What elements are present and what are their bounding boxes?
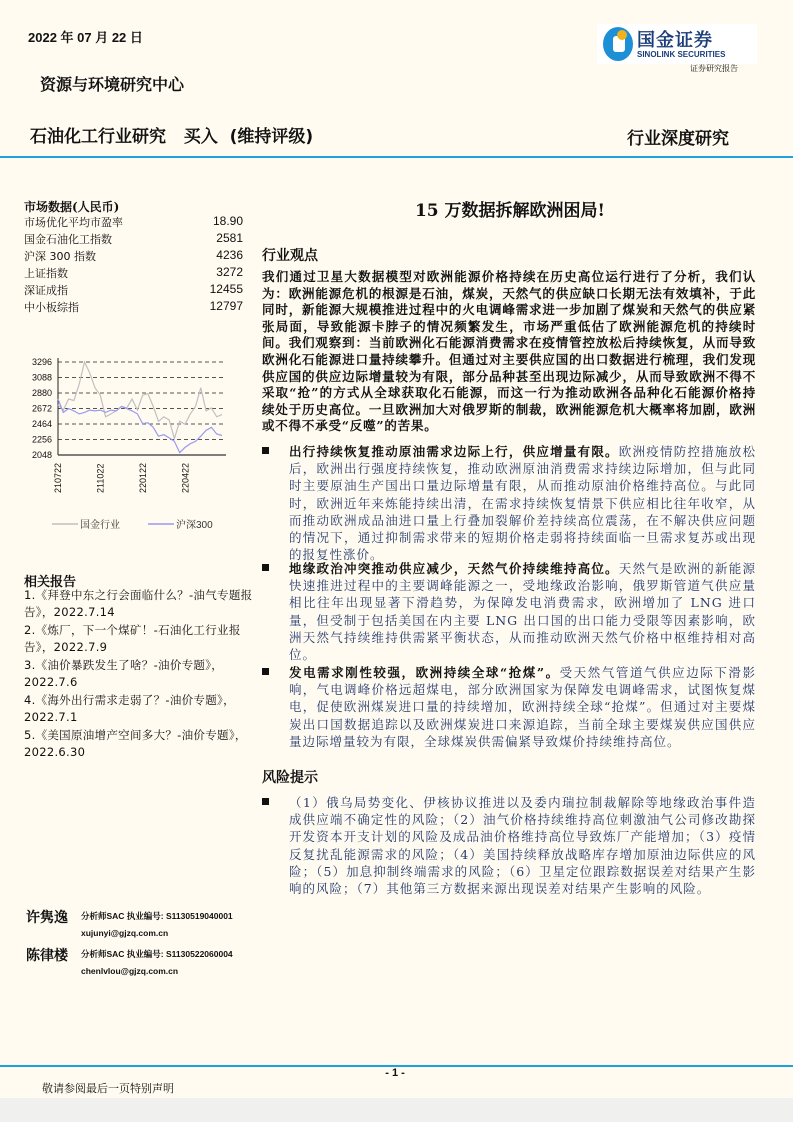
report-type: 行业深度研究	[627, 129, 729, 149]
analyst-name: 许隽逸	[26, 910, 68, 926]
market-value: 3272	[216, 265, 243, 279]
y-tick-label: 2464	[31, 419, 52, 429]
logo-cn: 国金证券	[637, 30, 713, 51]
header-divider	[0, 156, 793, 158]
series-line	[58, 362, 222, 439]
market-row	[24, 214, 243, 230]
y-tick-label: 2672	[31, 403, 52, 414]
bullet-bold: 发电需求刚性较强，欧洲持续全球“抢煤”。	[289, 665, 560, 680]
industry-rating: 石油化工行业研究 买入 (维持评级)	[30, 127, 314, 147]
x-tick-label: 220122	[138, 462, 148, 493]
y-tick-label: 3088	[31, 372, 52, 383]
market-label: 中小板综指	[24, 301, 79, 314]
disclaimer-note: 敬请参阅最后一页特别声明	[42, 1082, 174, 1095]
market-row	[24, 299, 243, 315]
bullet-bold: 地缘政治冲突推动供应减少，天然气价持续维持高位。	[289, 561, 619, 576]
market-value: 4236	[216, 248, 243, 262]
index-line-chart	[0, 340, 250, 540]
market-label: 市场优化平均市盈率	[24, 216, 123, 229]
risk-item	[262, 794, 756, 897]
summary-paragraph: 我们通过卫星大数据模型对欧洲能源价格持续在历史高位运行进行了分析，我们认为：欧洲能源危机的根源是石油，煤炭，天然气的供应缺口长期无法有效填补，于此同时，新能源大规模推进过程中的火电调峰需求进一步加剧了煤炭和天然气的供应紧张局面，导致能源卡脖子的情况频繁发生，市场严重低估了欧洲能源危机的持续时间。我们观察到：当前欧洲化石能源消费需求在疫情管控放松后持续恢复，从而导致欧洲化石能源进口量持续攀升。但通过对主要供应国的出口数据进行梳理，我们发现供应国的供应边际增量较为有限，部分品种甚至出现边际减少，从而导致欧洲不得不采取“抢”的方式从全球获取化石能源，而这一行为推动欧洲各品种化石能源价格持续处于历史高位。一旦欧洲加大对俄罗斯的制裁，欧洲能源危机大概率将加剧，欧洲或不得不承受“反噬”的苦果。	[262, 269, 756, 434]
bullet-bold: 出行持续恢复推动原油需求边际上行，供应增量有限。	[289, 444, 619, 459]
market-data-title: 市场数据(人民币)	[24, 200, 120, 214]
analyst-email[interactable]: chenlvlou@gjzq.com.cn	[81, 966, 179, 976]
analyst-name: 陈律楼	[26, 948, 68, 964]
related-report-link[interactable]: 1.《拜登中东之行会面临什么？-油气专题报告》，2022.7.14	[24, 588, 253, 619]
bullet-square-icon	[262, 798, 269, 805]
bullet-text: 受天然气管道气供应边际下滑影响，气电调峰价格远超煤电，部分欧洲国家为保障发电调峰需求，试图恢复煤电，促使欧洲煤炭进口量的持续增加，欧洲持续全球“抢煤”。但通过对主要煤炭出口国数据追踪以及欧洲煤炭进口来源追踪，当前全球主要煤炭供应国供应量边际增量较为有限，全球煤炭供需偏紧导致煤价持续维持高位。	[289, 665, 756, 749]
logo-dot-icon	[617, 30, 627, 40]
market-row	[24, 265, 243, 281]
bullet-square-icon	[262, 668, 269, 675]
risk-text: （1）俄乌局势变化、伊核协议推进以及委内瑞拉制裁解除等地缘政治事件造成供应端不确定性的风险；（2）油气价格持续维持高位刺激油气公司修改勘探开发资本开支计划的风险及成品油价格维持高位导致炼厂产能增加；（3）疫情反复扰乱能源需求的风险；（4）美国持续释放战略库存增加原油边际供应的风险；（5）加息抑制终端需求的风险；（6）卫星定位跟踪数据误差对结果产生影响的风险；（7）其他第三方数据来源出现误差对结果产生影响的风险。	[289, 795, 756, 897]
market-label: 深证成指	[24, 284, 68, 297]
x-tick-label: 210722	[53, 462, 63, 493]
x-tick-label: 220422	[180, 462, 191, 493]
sinolink-logo	[597, 24, 757, 64]
legend-label: 国金行业	[80, 520, 120, 531]
y-tick-label: 3296	[31, 357, 52, 367]
research-center: 资源与环境研究中心	[40, 75, 185, 94]
market-label: 沪深 300 指数	[24, 250, 96, 263]
report-title: 15 万数据拆解欧洲困局!	[414, 201, 606, 221]
series-line	[58, 399, 222, 453]
page-number: - 1 -	[385, 1067, 405, 1079]
y-tick-label: 2880	[31, 388, 52, 398]
bullet-item	[262, 443, 756, 563]
y-tick-label: 2048	[31, 450, 52, 460]
legend-label: 沪深300	[176, 520, 213, 531]
market-label: 上证指数	[24, 267, 68, 280]
analyst-email[interactable]: xujunyi@gjzq.com.cn	[81, 928, 169, 938]
market-row	[24, 248, 243, 264]
logo-subtitle: 证券研究报告	[690, 64, 738, 73]
analyst-info	[81, 908, 233, 942]
analyst-cert: 分析师SAC 执业编号: S1130522060004	[81, 949, 233, 959]
report-date: 2022 年 07 月 22 日	[28, 30, 143, 45]
bullet-item	[262, 664, 756, 750]
related-report-link[interactable]: 2.《炼厂，下一个煤矿！-石油化工行业报告》，2022.7.9	[24, 623, 241, 654]
related-reports-title: 相关报告	[24, 575, 77, 590]
market-value: 12455	[209, 282, 243, 296]
bullet-item	[262, 560, 756, 663]
bullet-square-icon	[262, 447, 269, 454]
analyst-info	[81, 946, 233, 980]
market-row	[24, 282, 243, 298]
market-value: 12797	[209, 299, 243, 313]
market-value: 2581	[216, 231, 243, 245]
logo-en: SINOLINK SECURITIES	[637, 50, 726, 59]
market-label: 国金石油化工指数	[24, 233, 112, 246]
y-tick-label: 2256	[31, 434, 52, 445]
bullet-text: 欧洲疫情防控措施放松后，欧洲出行强度持续恢复，推动欧洲原油消费需求持续边际增加，但与此同时主要原油生产国出口量边际增量有限，从而推动原油价格维持高位。与此同时，欧洲近年来炼能持续出清，在需求持续恢复情景下供应相比往年收窄，从而推动欧洲成品油进口量上行叠加裂解价差持续高位震荡，在不解决供应问题的情况下，通过抑制需求带来的短期价格走弱将持续面临一旦需求复苏或出现的报复性涨价。	[289, 444, 756, 563]
analyst-cert: 分析师SAC 执业编号: S1130519040001	[81, 911, 233, 921]
related-report-link[interactable]: 3.《油价暴跌发生了啥？-油价专题》，2022.7.6	[24, 658, 224, 689]
view-heading: 行业观点	[262, 248, 318, 264]
market-value: 18.90	[212, 214, 243, 228]
market-row	[24, 231, 243, 247]
related-report-link[interactable]: 4.《海外出行需求走弱了？-油价专题》，2022.7.1	[24, 693, 235, 724]
related-report-link[interactable]: 5.《美国原油增产空间多大？-油价专题》，2022.6.30	[24, 728, 247, 759]
bullet-text: 天然气是欧洲的新能源快速推进过程中的主要调峰能源之一，受地缘政治影响，俄罗斯管道气供应量相比往年出现显著下滑趋势，为保障发电消费需求，欧洲增加了 LNG 进口量，但受制于包括美国在内主要 LNG 出口国的出口能力受限等因素影响，欧洲天然气持续维持供需紧平衡状态，从而推动欧洲天然气价格中枢维持相对高位。	[289, 561, 756, 663]
x-tick-label: 211022	[95, 463, 106, 493]
risk-heading: 风险提示	[262, 770, 318, 786]
bullet-square-icon	[262, 564, 269, 571]
